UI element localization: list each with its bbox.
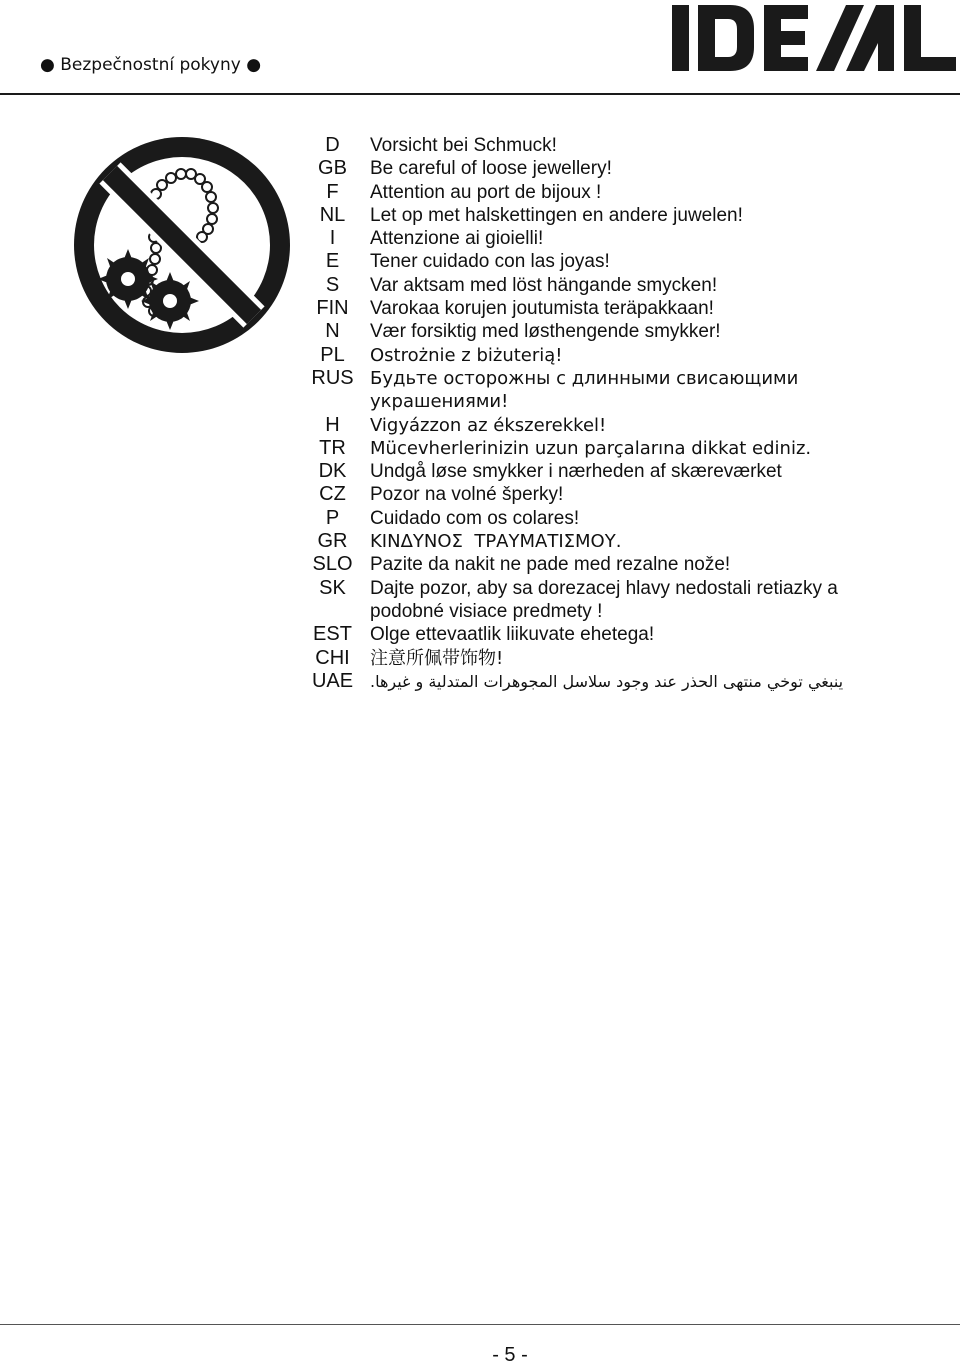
- language-code: SLO: [312, 553, 353, 576]
- language-code: TR: [319, 436, 346, 459]
- language-row-es: [305, 250, 945, 273]
- language-code: F: [326, 180, 339, 203]
- warning-language-list: [305, 134, 945, 693]
- warning-text: ينبغي توخي منتهى الحذر عند وجود سلاسل المجوهرات المتدلية و غيرها.: [370, 671, 844, 691]
- warning-text: Будьте осторожны с длинными свисающими украшениями!: [370, 367, 799, 413]
- language-row-sk: [305, 577, 945, 624]
- language-row-dk: [305, 460, 945, 483]
- language-row-fi: [305, 297, 945, 320]
- language-row-pl: [305, 344, 945, 367]
- warning-text: Let op met halskettingen en andere juwelen!: [370, 204, 743, 226]
- language-code: E: [325, 250, 340, 273]
- warning-text: Attenzione ai gioielli!: [370, 228, 544, 250]
- warning-text: Be careful of loose jewellery!: [370, 158, 612, 180]
- warning-text: Pazite da nakit ne pade med rezalne nože!: [370, 554, 731, 576]
- page-number: - 5 -: [492, 1344, 528, 1366]
- language-code: I: [329, 227, 336, 250]
- language-code: FIN: [316, 297, 349, 320]
- language-code: RUS: [311, 366, 354, 389]
- language-code: UAE: [311, 669, 354, 692]
- section-title: ● Bezpečnostní pokyny ●: [40, 55, 262, 75]
- language-row-cn: [305, 647, 945, 670]
- language-code: DK: [318, 460, 347, 483]
- warning-text: Ostrożnie z biżuterią!: [370, 344, 563, 366]
- warning-text: Undgå løse smykker i nærheden af skæreværket: [370, 461, 782, 483]
- warning-text: Vigyázzon az ékszerekkel!: [370, 414, 607, 436]
- footer-divider: [0, 1324, 960, 1325]
- language-code: SK: [319, 576, 346, 599]
- language-code: EST: [313, 623, 352, 646]
- language-code: D: [325, 134, 340, 156]
- language-code: GR: [317, 530, 348, 553]
- language-code: P: [325, 506, 340, 529]
- warning-text: Olge ettevaatlik liikuvate ehetega!: [370, 624, 655, 646]
- language-row-ae: [305, 670, 945, 693]
- warning-text: Dajte pozor, aby sa dorezacej hlavy nedostali retiazky a podobné visiace predmety !: [370, 577, 838, 622]
- warning-text: Varokaa korujen joutumista teräpakkaan!: [370, 298, 714, 320]
- warning-text: Vorsicht bei Schmuck!: [370, 135, 557, 156]
- language-row-gb: [305, 157, 945, 180]
- language-row-nl: [305, 204, 945, 227]
- warning-text: Vær forsiktig med løsthengende smykker!: [370, 321, 721, 343]
- language-row-de: [305, 134, 945, 157]
- language-code: CZ: [319, 483, 346, 506]
- warning-text: ΚΙΝΔΥΝΟΣ ΤΡΑΥΜΑΤΙΣΜΟΥ.: [370, 531, 622, 553]
- warning-text: Pozor na volné šperky!: [370, 484, 564, 506]
- language-code: PL: [320, 343, 345, 366]
- warning-text: 注意所佩带饰物!: [370, 647, 504, 669]
- language-code: S: [325, 273, 340, 296]
- language-row-ru: [305, 367, 945, 414]
- ideal-logo: [668, 3, 960, 73]
- language-code: CHI: [315, 646, 350, 669]
- language-row-pt: [305, 507, 945, 530]
- warning-text: Mücevherlerinizin uzun parçalarına dikkat ediniz.: [370, 437, 812, 459]
- language-row-cz: [305, 483, 945, 506]
- language-row-se: [305, 274, 945, 297]
- language-row-tr: [305, 437, 945, 460]
- warning-text: Attention au port de bijoux !: [370, 181, 602, 203]
- language-row-gr: [305, 530, 945, 553]
- warning-text: Var aktsam med löst hängande smycken!: [370, 274, 718, 296]
- language-row-ee: [305, 623, 945, 646]
- language-code: GB: [318, 157, 347, 180]
- language-code: H: [325, 413, 340, 436]
- language-row-si: [305, 553, 945, 576]
- language-row-no: [305, 320, 945, 343]
- warning-text: Tener cuidado con las joyas!: [370, 251, 610, 273]
- language-row-hu: [305, 414, 945, 437]
- language-row-fr: [305, 181, 945, 204]
- language-row-it: [305, 227, 945, 250]
- language-code: N: [325, 320, 340, 343]
- header-divider: [0, 93, 960, 95]
- no-loose-jewellery-prohibition-icon: [70, 133, 294, 357]
- language-code: NL: [319, 203, 346, 226]
- warning-text: Cuidado com os colares!: [370, 507, 580, 529]
